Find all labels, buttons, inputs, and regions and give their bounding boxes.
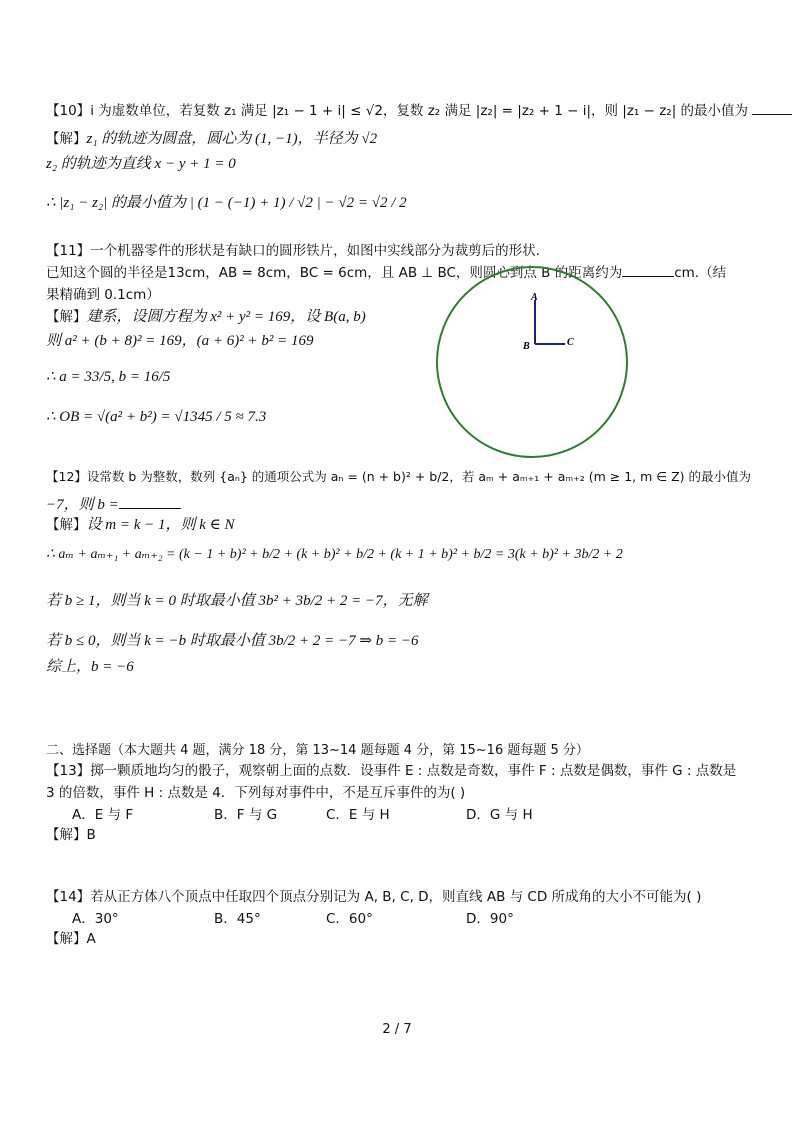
page-number: 2 / 7 bbox=[382, 1022, 412, 1037]
q11-number: 【11】 bbox=[46, 243, 91, 259]
q14-option-d: D．90° bbox=[466, 911, 514, 927]
q12-solution-1: 设 m = k − 1，则 k ∈ N bbox=[86, 517, 235, 533]
q14-stem: 若从正方体八个顶点中任取四个顶点分别记为 A, B, C, D，则直线 AB 与 CD 所成角的大小不可能为( ) bbox=[90, 889, 702, 905]
q11-label-a: A bbox=[531, 292, 538, 303]
q14-solution: 【解】A bbox=[46, 931, 96, 947]
q13-number: 【13】 bbox=[46, 763, 91, 779]
q12-stem-line-2 bbox=[46, 494, 754, 516]
q13-stem-1: 掷一颗质地均匀的骰子，观察朝上面的点数．设事件 E : 点数是奇数，事件 F : 点数是偶数，事件 G : 点数是 bbox=[90, 763, 737, 779]
q12-stem-1: 设常数 b 为整数，数列 {aₙ} 的通项公式为 aₙ = (n + b)² + b/2，若 aₘ + aₘ₊₁ + aₘ₊₂ (m ≥ 1, m ∈ Z) 的最小值为 bbox=[86, 469, 752, 484]
q11-stem-1: 一个机器零件的形状是有缺口的圆形铁片，如图中实线部分为裁剪后的形状. bbox=[90, 243, 540, 259]
q10-solution-2: z₂ 的轨迹为直线 x − y + 1 = 0 bbox=[46, 156, 236, 172]
q10-solution-label: 【解】 bbox=[46, 131, 87, 147]
q14-stem-line bbox=[46, 886, 754, 908]
q13-option-a: A．E 与 F bbox=[72, 807, 134, 823]
q12-solution-line-1 bbox=[46, 514, 754, 536]
q13-solution: 【解】B bbox=[46, 827, 96, 843]
q12-number: 【12】 bbox=[46, 469, 87, 484]
section-2-header: 二、选择题（本大题共 4 题，满分 18 分，第 13~14 题每题 4 分，第 15~16 题每题 5 分） bbox=[46, 743, 589, 758]
q11-label-b: B bbox=[523, 341, 530, 352]
q11-solution-label: 【解】 bbox=[46, 309, 87, 325]
q10-solution-3: ∴ |z₁ − z₂| 的最小值为 | (1 − (−1) + 1) / √2 | − √2 = √2 / 2 bbox=[46, 195, 407, 211]
q14-option-c: C．60° bbox=[326, 911, 373, 927]
q12-answer-blank bbox=[119, 494, 181, 509]
q12-stem-line-1 bbox=[46, 466, 754, 488]
q11-stem-2: 已知这个圆的半径是13cm，AB = 8cm，BC = 6cm，且 AB ⊥ BC，则圆心到点 B 的距离约为 bbox=[46, 265, 623, 281]
q11-unit: cm.（结 bbox=[674, 265, 727, 281]
q11-stem-3: 果精确到 0.1cm） bbox=[46, 287, 160, 303]
q11-label-c: C bbox=[567, 337, 574, 348]
q13-stem-line-1 bbox=[46, 760, 754, 782]
q13-stem-2: 3 的倍数，事件 H : 点数是 4．下列每对事件中，不是互斥事件的为( ) bbox=[46, 785, 466, 801]
q12-solution-2: ∴ aₘ + aₘ₊₁ + aₘ₊₂ = (k − 1 + b)² + b/2 + (k + b)² + b/2 + (k + 1 + b)² + b/2 = 3(k + b)² + 3b/2 + 2 bbox=[46, 547, 623, 562]
q14-option-b: B．45° bbox=[214, 911, 261, 927]
q11-solution-2: 则 a² + (b + 8)² = 169，(a + 6)² + b² = 169 bbox=[46, 333, 314, 349]
q10-solution-1: z₁ 的轨迹为圆盘，圆心为 (1, −1)，半径为 √2 bbox=[86, 131, 378, 147]
q12-solution-5: 综上，b = −6 bbox=[46, 659, 134, 675]
q12-solution-label: 【解】 bbox=[46, 517, 87, 533]
q13-option-d: D．G 与 H bbox=[466, 807, 533, 823]
q10-number: 【10】 bbox=[46, 103, 91, 119]
q11-solution-1: 建系，设圆方程为 x² + y² = 169，设 B(a, b) bbox=[86, 309, 366, 325]
q12-stem-2: −7，则 b = bbox=[46, 497, 119, 513]
q13-option-c: C．E 与 H bbox=[326, 807, 390, 823]
q12-solution-3: 若 b ≥ 1，则当 k = 0 时取最小值 3b² + 3b/2 + 2 = −7，无解 bbox=[46, 593, 428, 609]
q14-option-a: A．30° bbox=[72, 911, 119, 927]
q12-solution-4: 若 b ≤ 0，则当 k = −b 时取最小值 3b/2 + 2 = −7 ⇒ b = −6 bbox=[46, 633, 419, 649]
q11-solution-4: ∴ OB = √(a² + b²) = √1345 / 5 ≈ 7.3 bbox=[46, 409, 267, 425]
q14-number: 【14】 bbox=[46, 889, 91, 905]
q10-stem: i 为虚数单位，若复数 z₁ 满足 |z₁ − 1 + i| ≤ √2，复数 z₂ 满足 |z₂| = |z₂ + 1 − i|，则 |z₁ − z₂| 的最小值为 bbox=[90, 103, 749, 119]
q11-solution-3: ∴ a = 33/5, b = 16/5 bbox=[46, 369, 171, 385]
q13-option-b: B．F 与 G bbox=[214, 807, 278, 823]
